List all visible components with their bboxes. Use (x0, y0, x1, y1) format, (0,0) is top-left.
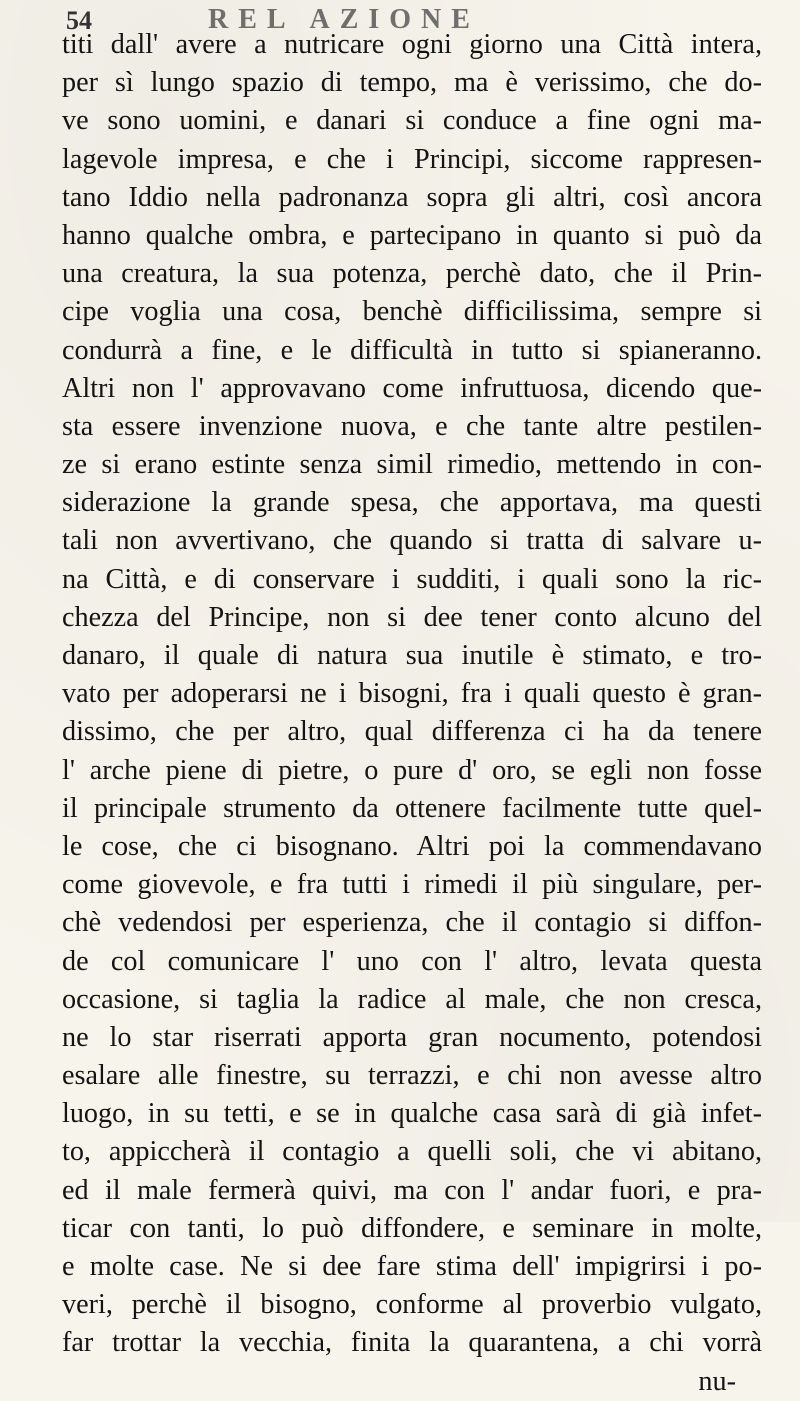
text-line: ze si erano estinte senza simil rimedio, mettendo in con- (62, 449, 762, 481)
text-line: ticar con tanti, lo può diffondere, e seminare in molte, (62, 1212, 762, 1244)
text-line: cipe voglia una cosa, benchè difficilissima, sempre si (62, 296, 762, 328)
text-line: de col comunicare l' uno con l' altro, levata questa (62, 945, 762, 977)
text-line: far trottar la vecchia, finita la quarantena, a chi vorrà (62, 1327, 762, 1359)
text-line: ne lo star riserrati apporta gran nocumento, potendosi (62, 1021, 762, 1053)
text-line: luogo, in su tetti, e se in qualche casa sarà di già infet- (62, 1098, 762, 1130)
page-number: 54 (66, 6, 92, 35)
text-line: ed il male fermerà quivi, ma con l' andar fuori, e pra- (62, 1174, 762, 1206)
text-line: hanno qualche ombra, e partecipano in quanto si può da (62, 219, 762, 251)
text-line: tali non avvertivano, che quando si tratta di salvare u- (62, 525, 762, 557)
text-line: come giovevole, e fra tutti i rimedi il più singulare, per- (62, 869, 762, 901)
text-line: esalare alle finestre, su terrazzi, e chi non avesse altro (62, 1060, 762, 1092)
text-line: vato per adoperarsi ne i bisogni, fra i quali questo è gran- (62, 678, 762, 710)
text-line: na Città, e di conservare i sudditi, i quali sono la ric- (62, 563, 762, 595)
text-line: veri, perchè il bisogno, conforme al proverbio vulgato, (62, 1289, 762, 1321)
text-line: lagevole impresa, e che i Principi, siccome rappresen- (62, 143, 762, 175)
text-line: il principale strumento da ottenere facilmente tutte quel- (62, 792, 762, 824)
text-line: titi dall' avere a nutricare ogni giorno una Città intera, (62, 29, 762, 60)
text-line: e molte case. Ne si dee fare stima dell' impigrirsi i po- (62, 1251, 762, 1282)
text-line: le cose, che ci bisognano. Altri poi la commendavano (62, 830, 762, 862)
text-line: tano Iddio nella padronanza sopra gli altri, così ancora (62, 181, 762, 213)
text-line: condurrà a fine, e le difficultà in tutto si spianeranno. (62, 334, 762, 366)
text-line: una creatura, la sua potenza, perchè dato, che il Prin- (62, 258, 762, 290)
running-title: REL AZIONE (208, 4, 480, 35)
text-line: danaro, il quale di natura sua inutile è stimato, e tro- (62, 640, 762, 671)
text-line: sta essere invenzione nuova, e che tante altre pestilen- (62, 410, 762, 442)
text-line: dissimo, che per altro, qual differenza ci ha da tenere (62, 716, 762, 748)
text-line: ve sono uomini, e danari si conduce a fine ogni ma- (62, 105, 762, 137)
text-line: to, appiccherà il contagio a quelli soli, che vi abitano, (62, 1136, 762, 1168)
text-line: siderazione la grande spesa, che apportava, ma questi (62, 487, 762, 519)
text-line: chè vedendosi per esperienza, che il contagio si diffon- (62, 907, 762, 939)
body-text (62, 26, 762, 1401)
text-line: per sì lungo spazio di tempo, ma è verissimo, che do- (62, 67, 762, 99)
text-line: l' arche piene di pietre, o pure d' oro, se egli non fosse (62, 754, 762, 786)
text-line: Altri non l' approvavano come infruttuosa, dicendo que- (62, 372, 762, 404)
text-line: occasione, si taglia la radice al male, che non cresca, (62, 983, 762, 1015)
text-line: chezza del Principe, non si dee tener conto alcuno del (62, 601, 762, 633)
catchword: nu- (698, 1365, 736, 1397)
